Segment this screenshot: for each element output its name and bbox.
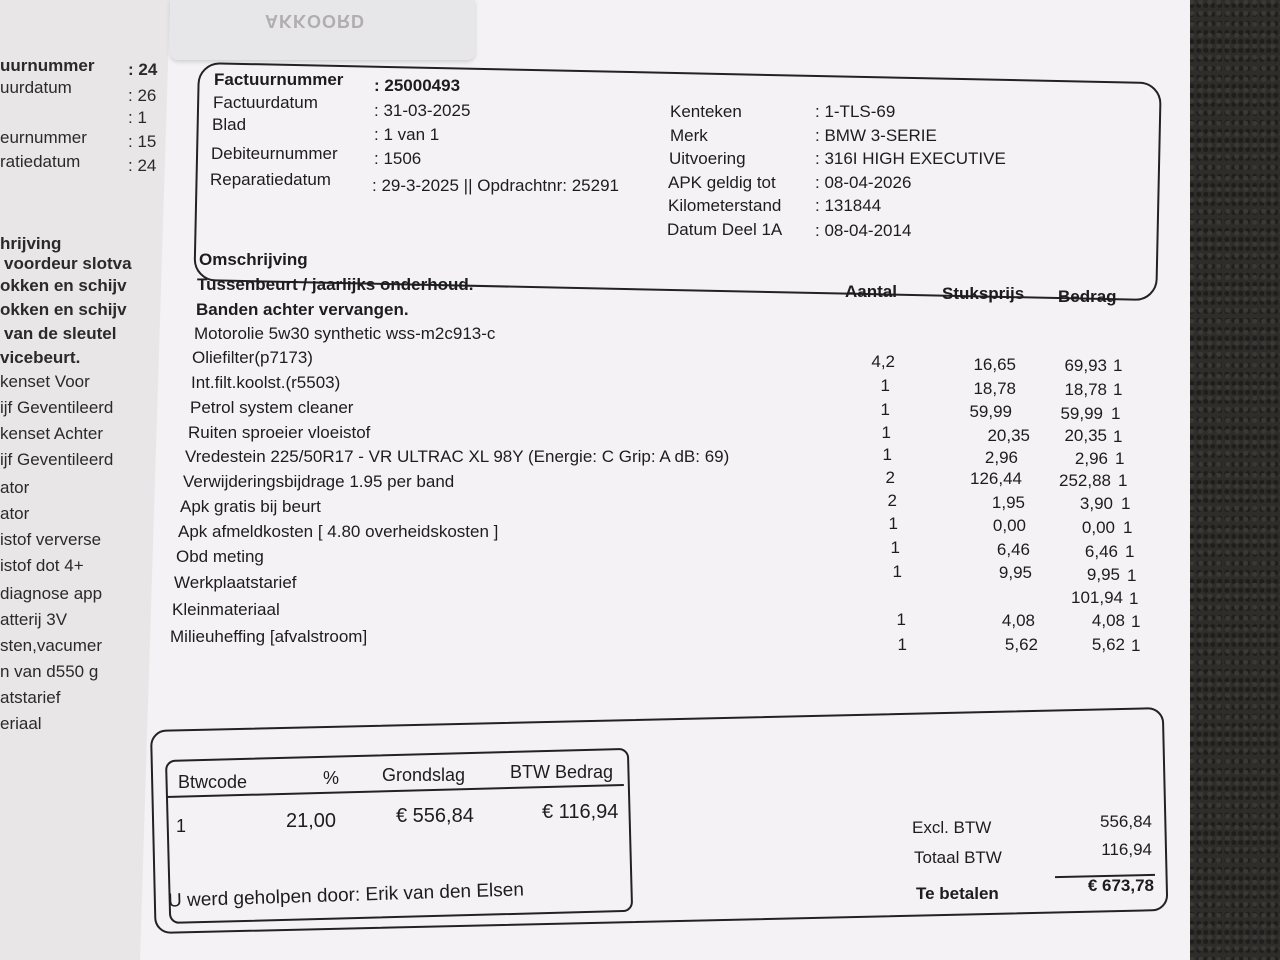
invoice-date-label: Factuurdatum xyxy=(213,93,318,112)
back-line: kenset Voor xyxy=(0,372,90,391)
line-description: Ruiten sproeier vloeistof xyxy=(188,423,371,442)
line-qty: 1 xyxy=(897,635,907,654)
line-description: Milieuheffing [afvalstroom] xyxy=(170,627,368,646)
total-vat-value: 116,94 xyxy=(1101,840,1152,859)
line-vat-code: 1 xyxy=(1111,404,1121,423)
back-line: okken en schijv xyxy=(0,300,127,319)
line-qty: 1 xyxy=(880,400,890,419)
line-vat-code: 1 xyxy=(1125,542,1135,561)
line-qty: 1 xyxy=(880,376,890,395)
vat-amount-header: BTW Bedrag xyxy=(510,762,614,782)
line-description: Apk afmeldkosten [ 4.80 overheidskosten ] xyxy=(178,522,499,541)
line-qty: 1 xyxy=(896,610,906,629)
line-vat-code: 1 xyxy=(1113,427,1123,446)
line-amount: 4,08 xyxy=(1091,611,1125,630)
line-description: Obd meting xyxy=(176,547,264,566)
back-header-value: : 1 xyxy=(128,108,147,127)
served-by-text: U werd geholpen door: Erik van den Elsen xyxy=(167,879,525,912)
plate-label: Kenteken xyxy=(670,102,742,121)
sheet-label: Blad xyxy=(212,115,247,134)
back-line: ator xyxy=(0,504,30,523)
back-line: diagnose app xyxy=(0,584,103,603)
brand-value: : BMW 3-SERIE xyxy=(815,126,937,145)
vat-percent-value: 21,00 xyxy=(286,810,337,832)
back-line: istof ververse xyxy=(0,530,102,549)
line-description: Int.filt.koolst.(r5503) xyxy=(191,373,341,392)
approval-stamp-tape xyxy=(170,0,475,60)
debtor-number-value: : 1506 xyxy=(374,149,422,168)
back-line: n van d550 g xyxy=(0,662,99,681)
line-vat-code: 1 xyxy=(1118,471,1128,490)
line-amount: 5,62 xyxy=(1091,635,1125,654)
mileage-value: : 131844 xyxy=(815,196,882,215)
description-header: Omschrijving xyxy=(199,250,308,269)
line-vat-code: 1 xyxy=(1115,449,1125,468)
brand-label: Merk xyxy=(670,126,708,145)
back-line: voordeur slotva xyxy=(4,254,132,273)
back-line: ator xyxy=(0,478,30,497)
line-amount: 0,00 xyxy=(1081,518,1115,537)
line-description: Kleinmateriaal xyxy=(172,600,280,619)
line-qty: 1 xyxy=(881,423,891,442)
line-amount: 69,93 xyxy=(1064,356,1107,375)
line-amount: 18,78 xyxy=(1064,380,1107,399)
line-unit-price: 6,46 xyxy=(996,540,1030,559)
vat-base-value: € 556,84 xyxy=(396,805,474,827)
line-vat-code: 1 xyxy=(1129,589,1139,608)
amount-due-label: Te betalen xyxy=(916,884,999,903)
line-qty: 2 xyxy=(887,491,897,510)
line-amount: 6,46 xyxy=(1084,542,1118,561)
back-header-value: : 15 xyxy=(128,132,157,151)
excl-vat-label: Excl. BTW xyxy=(912,818,992,837)
line-vat-code: 1 xyxy=(1113,356,1123,375)
line-vat-code: 1 xyxy=(1131,636,1141,655)
back-line: okken en schijv xyxy=(0,276,127,295)
line-unit-price: 18,78 xyxy=(973,379,1016,398)
back-line: atstarief xyxy=(0,688,61,707)
line-description: Petrol system cleaner xyxy=(190,398,354,417)
back-line: ijf Geventileerd xyxy=(0,450,114,469)
back-header-value: : 24 xyxy=(128,60,158,79)
line-qty: 1 xyxy=(892,562,902,581)
line-unit-price: 126,44 xyxy=(970,469,1022,488)
repair-date-value: : 29-3-2025 || Opdrachtnr: 25291 xyxy=(372,176,619,195)
line-description: Oliefilter(p7173) xyxy=(192,348,313,367)
line-amount: 252,88 xyxy=(1059,471,1111,490)
invoice-date-value: : 31-03-2025 xyxy=(374,101,471,120)
back-header-label: ratiedatum xyxy=(0,152,81,171)
model-value: : 316I HIGH EXECUTIVE xyxy=(815,149,1006,168)
line-amount: 20,35 xyxy=(1064,426,1107,445)
reg-date-value: : 08-04-2014 xyxy=(815,221,912,240)
back-header-label: uurnummer xyxy=(0,56,95,75)
line-description: Apk gratis bij beurt xyxy=(180,497,321,516)
line-amount: 59,99 xyxy=(1060,404,1103,423)
back-line: atterij 3V xyxy=(0,610,68,629)
invoice-number-label: Factuurnummer xyxy=(214,70,344,89)
back-line: ijf Geventileerd xyxy=(0,398,114,417)
line-qty: 1 xyxy=(882,445,892,464)
sheet-value: : 1 van 1 xyxy=(374,125,440,144)
back-line: vicebeurt. xyxy=(0,348,81,367)
amount-due-value: € 673,78 xyxy=(1087,876,1154,895)
line-amount: 9,95 xyxy=(1086,565,1120,584)
apk-label: APK geldig tot xyxy=(668,173,776,192)
mileage-label: Kilometerstand xyxy=(668,196,782,215)
line-vat-code: 1 xyxy=(1127,566,1137,585)
back-header-value: : 26 xyxy=(128,86,157,105)
vat-percent-header: % xyxy=(323,768,340,788)
line-amount: 3,90 xyxy=(1079,494,1113,513)
line-unit-price: 4,08 xyxy=(1001,611,1035,630)
invoice-number-value: : 25000493 xyxy=(374,76,461,95)
back-header-label: uurdatum xyxy=(0,78,72,97)
line-qty: 2 xyxy=(885,468,895,487)
back-line: hrijving xyxy=(0,234,62,253)
line-vat-code: 1 xyxy=(1113,380,1123,399)
excl-vat-value: 556,84 xyxy=(1100,812,1152,831)
line-unit-price: 5,62 xyxy=(1004,635,1038,654)
back-line: van de sleutel xyxy=(4,324,117,343)
back-line: istof dot 4+ xyxy=(0,556,84,575)
apk-value: : 08-04-2026 xyxy=(815,173,912,192)
line-unit-price: 16,65 xyxy=(973,355,1016,374)
model-label: Uitvoering xyxy=(669,149,746,168)
repair-date-label: Reparatiedatum xyxy=(210,170,331,189)
amount-header: Bedrag xyxy=(1058,287,1117,306)
line-vat-code: 1 xyxy=(1123,518,1133,537)
line-unit-price: 2,96 xyxy=(984,448,1018,467)
line-unit-price: 0,00 xyxy=(992,516,1026,535)
line-qty: 1 xyxy=(890,538,900,557)
line-amount: 101,94 xyxy=(1071,588,1123,607)
table-surface xyxy=(1180,0,1280,960)
vat-code-header: Btwcode xyxy=(178,772,248,792)
line-description: Werkplaatstarief xyxy=(174,573,297,592)
back-line: kenset Achter xyxy=(0,424,104,443)
vat-base-header: Grondslag xyxy=(382,765,466,785)
stamp-text: AKKOORD xyxy=(265,11,365,31)
vat-code-value: 1 xyxy=(176,816,187,836)
debtor-number-label: Debiteurnummer xyxy=(211,144,338,163)
line-qty: 1 xyxy=(888,514,898,533)
unit-price-header: Stuksprijs xyxy=(942,284,1025,303)
vat-amount-value: € 116,94 xyxy=(542,801,619,823)
line-qty: 4,2 xyxy=(871,352,895,371)
qty-header: Aantal xyxy=(845,282,897,301)
line-vat-code: 1 xyxy=(1131,612,1141,631)
line-amount: 2,96 xyxy=(1074,449,1108,468)
line-description: Motorolie 5w30 synthetic wss-m2c913-c xyxy=(194,324,496,343)
back-header-value: : 24 xyxy=(128,156,157,175)
line-vat-code: 1 xyxy=(1121,494,1131,513)
plate-value: : 1-TLS-69 xyxy=(815,102,896,121)
total-vat-label: Totaal BTW xyxy=(914,848,1002,867)
reg-date-label: Datum Deel 1A xyxy=(667,220,783,239)
back-line: eriaal xyxy=(0,714,42,733)
line-unit-price: 59,99 xyxy=(969,402,1012,421)
section-title: Tussenbeurt / jaarlijks onderhoud. xyxy=(197,275,474,294)
line-unit-price: 1,95 xyxy=(991,493,1025,512)
section-title: Banden achter vervangen. xyxy=(196,300,409,319)
back-line: sten,vacumer xyxy=(0,636,103,655)
line-description: Verwijderingsbijdrage 1.95 per band xyxy=(183,472,455,491)
line-unit-price: 9,95 xyxy=(998,563,1032,582)
line-description: Vredestein 225/50R17 - VR ULTRAC XL 98Y (Energie: C Grip: A dB: 69) xyxy=(185,447,730,466)
back-header-label: eurnummer xyxy=(0,128,87,147)
line-unit-price: 20,35 xyxy=(987,426,1030,445)
